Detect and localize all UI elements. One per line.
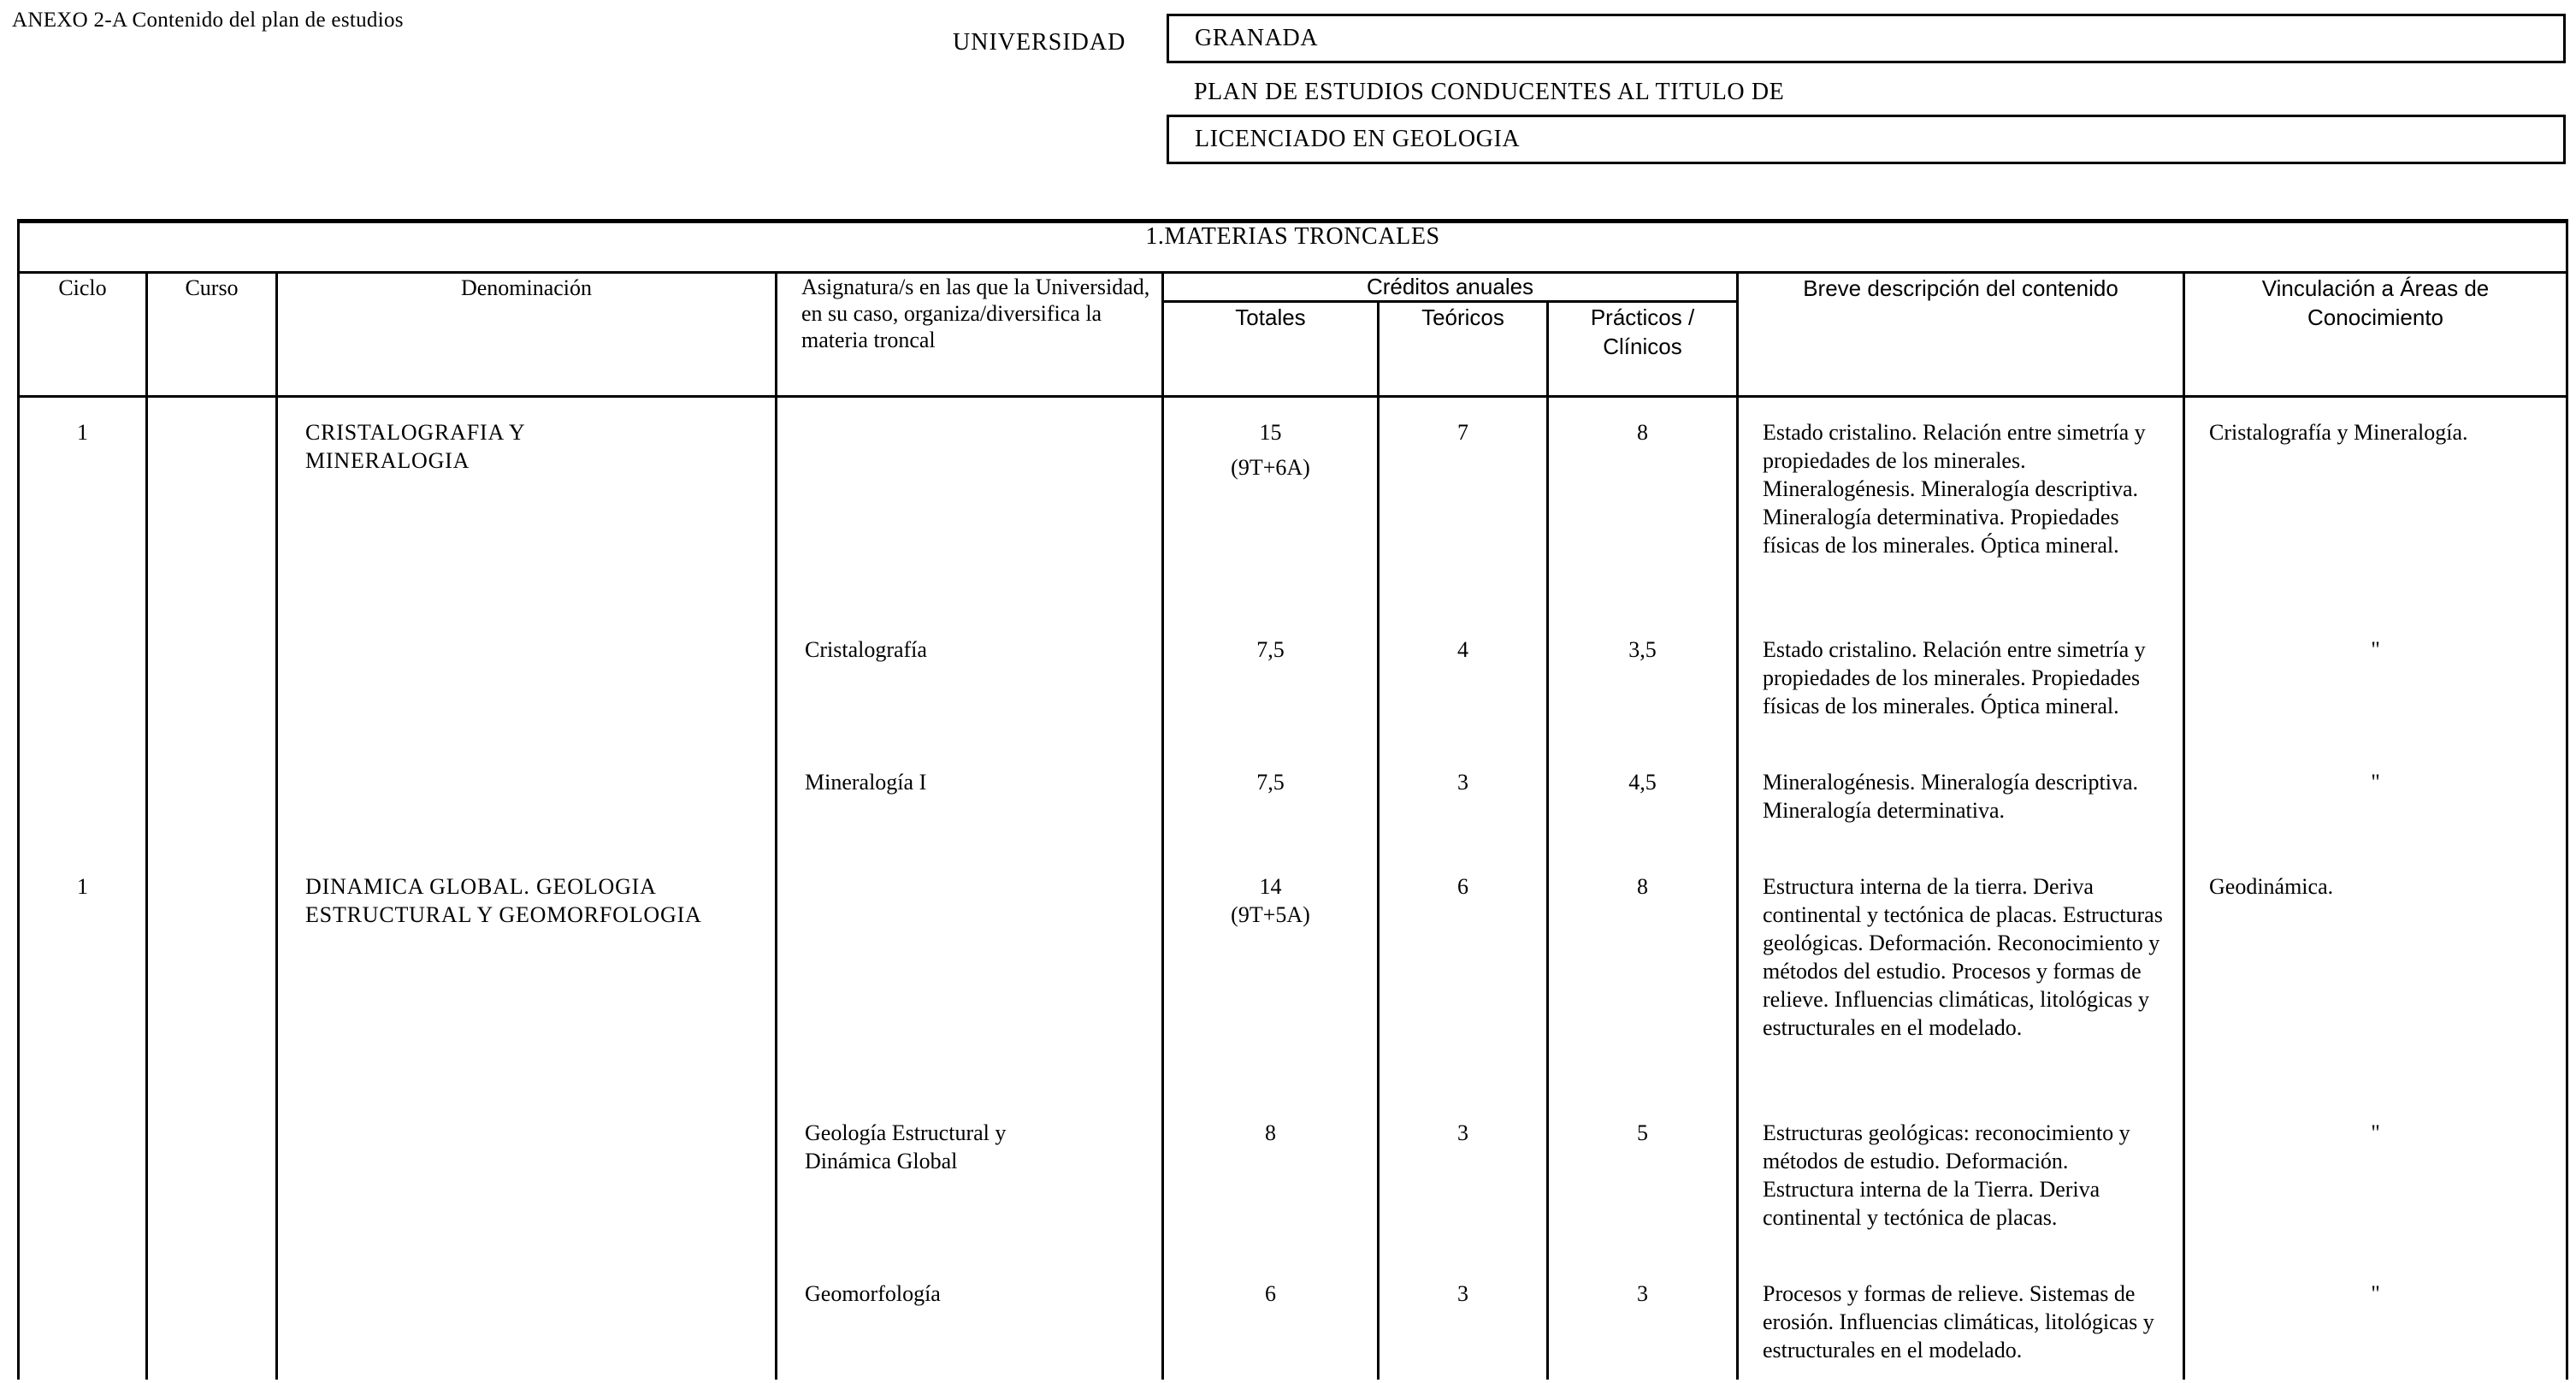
cell-asignatura: Mineralogía I: [805, 769, 927, 795]
cell-totales: 6: [1265, 1280, 1276, 1306]
cell-descripcion: Estructura interna de la tierra. Deriva continental y tectónica de placas. Estructuras geológicas. Deformación. Reconocimiento y métodos del estudio. Procesos y formas de relieve. Influencias climáticas, litológicas y estructurales en el modelado.: [1763, 873, 2163, 1040]
col-ciclo: Ciclo: [19, 273, 147, 397]
plan-line: PLAN DE ESTUDIOS CONDUCENTES AL TITULO DE: [1194, 79, 1785, 105]
cell-totales: 8: [1265, 1120, 1276, 1145]
cell-asignatura: [777, 852, 1161, 888]
cell-totales-value: 14: [1259, 873, 1282, 899]
col-asignatura: Asignatura/s en las que la Universidad, en su caso, organiza/diversifica la materia troncal: [777, 273, 1163, 397]
cell-ciclo: [20, 1259, 145, 1295]
col-practicos: Prácticos / Clínicos: [1548, 302, 1738, 397]
cell-vinculacion: ": [2371, 769, 2380, 795]
cell-totales-value: 15: [1259, 420, 1282, 445]
cell-ciclo: [20, 1098, 145, 1134]
cell-curso: [148, 615, 275, 651]
col-vinculacion: Vinculación a Áreas de Conocimiento: [2184, 273, 2567, 397]
cell-denominacion: [278, 1259, 775, 1295]
universidad-box: GRANADA: [1167, 14, 2566, 63]
cell-curso: [148, 1098, 275, 1134]
cell-vinculacion: ": [2371, 1280, 2380, 1306]
table-row: [19, 1259, 2567, 1380]
cell-totales-sub: (9T+5A): [1231, 901, 1310, 927]
table-row: [19, 852, 2567, 1098]
cell-curso: [148, 398, 275, 434]
cell-vinculacion: ": [2371, 1120, 2380, 1145]
cell-descripcion: Mineralogénesis. Mineralogía descriptiva. Mineralogía determinativa.: [1763, 769, 2138, 823]
universidad-label: UNIVERSIDAD: [953, 29, 1126, 56]
cell-ciclo: 1: [77, 420, 88, 445]
cell-teoricos: 7: [1457, 420, 1468, 445]
cell-practicos: 3,5: [1628, 636, 1657, 662]
col-totales: Totales: [1163, 302, 1379, 397]
cell-ciclo: [20, 615, 145, 651]
cell-vinculacion: Cristalografía y Mineralogía.: [2209, 420, 2468, 445]
table-row: [19, 748, 2567, 852]
titulo-box: LICENCIADO EN GEOLOGIA: [1167, 115, 2566, 164]
col-curso: Curso: [147, 273, 277, 397]
cell-practicos: 8: [1637, 873, 1648, 899]
cell-asignatura: Geomorfología: [805, 1280, 941, 1306]
cell-curso: [148, 852, 275, 888]
cell-asignatura: Geología Estructural y Dinámica Global: [805, 1120, 1007, 1173]
cell-teoricos: 6: [1457, 873, 1468, 899]
cell-practicos: 4,5: [1628, 769, 1657, 795]
annex-title: ANEXO 2-A Contenido del plan de estudios: [12, 9, 404, 32]
col-descripcion: Breve descripción del contenido: [1738, 273, 2184, 397]
cell-totales: [1164, 852, 1377, 944]
materias-table-wrap: [17, 219, 2566, 1380]
cell-practicos: 3: [1637, 1280, 1648, 1306]
cell-ciclo: 1: [77, 873, 88, 899]
cell-teoricos: 3: [1457, 1120, 1468, 1145]
cell-totales-sub: (9T+6A): [1231, 455, 1310, 480]
cell-curso: [148, 1259, 275, 1295]
cell-descripcion: Procesos y formas de relieve. Sistemas de erosión. Influencias climáticas, litológicas y estructurales en el modelado.: [1763, 1280, 2154, 1362]
cell-teoricos: 4: [1457, 636, 1468, 662]
cell-denominacion: [278, 1098, 775, 1134]
col-creditos: Créditos anuales: [1163, 273, 1738, 302]
cell-asignatura: Cristalografía: [805, 636, 927, 662]
table-row: [19, 615, 2567, 748]
table-row: [19, 397, 2567, 615]
cell-denominacion: [278, 748, 775, 783]
cell-teoricos: 3: [1457, 769, 1468, 795]
cell-vinculacion: Geodinámica.: [2209, 873, 2334, 899]
table-row: [19, 1098, 2567, 1259]
col-denominacion: Denominación: [277, 273, 777, 397]
cell-totales: 7,5: [1256, 769, 1285, 795]
cell-vinculacion: ": [2371, 636, 2380, 662]
cell-practicos: 8: [1637, 420, 1648, 445]
cell-denominacion: [278, 615, 775, 651]
materias-table: [17, 219, 2568, 1380]
cell-descripcion: Estado cristalino. Relación entre simetría y propiedades de los minerales. Mineralogénesis. Mineralogía descriptiva. Mineralogía determinativa. Propiedades físicas de los minerales. Óptica mineral.: [1763, 420, 2146, 558]
cell-totales: [1164, 398, 1377, 497]
col-teoricos: Teóricos: [1379, 302, 1548, 397]
cell-descripcion: Estado cristalino. Relación entre simetría y propiedades de los minerales. Propiedades físicas de los minerales. Óptica mineral.: [1763, 636, 2146, 718]
cell-descripcion: Estructuras geológicas: reconocimiento y métodos de estudio. Deformación. Estructura interna de la Tierra. Deriva continental y tectónica de placas.: [1763, 1120, 2130, 1230]
cell-teoricos: 3: [1457, 1280, 1468, 1306]
cell-totales: 7,5: [1256, 636, 1285, 662]
cell-asignatura: [777, 398, 1161, 434]
cell-curso: [148, 748, 275, 783]
cell-denominacion: CRISTALOGRAFIA Y MINERALOGIA: [305, 420, 525, 473]
cell-ciclo: [20, 748, 145, 783]
section-title: 1.MATERIAS TRONCALES: [19, 222, 2567, 273]
cell-denominacion: DINAMICA GLOBAL. GEOLOGIA ESTRUCTURAL Y GEOMORFOLOGIA: [305, 873, 702, 927]
cell-practicos: 5: [1637, 1120, 1648, 1145]
